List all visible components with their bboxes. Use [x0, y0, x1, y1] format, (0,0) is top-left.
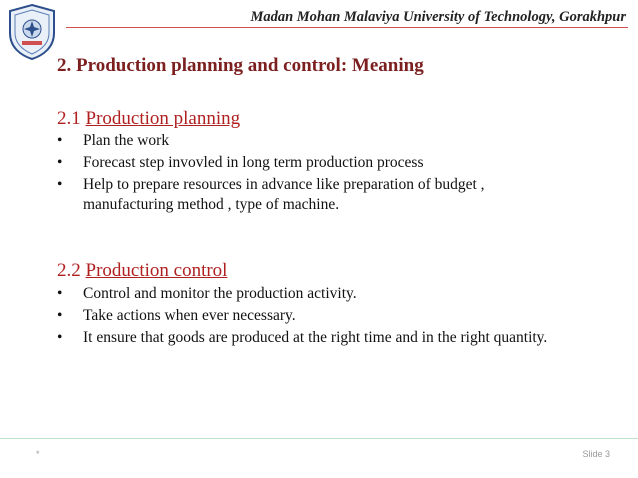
list-item: [57, 284, 577, 304]
production-planning-bullets: [57, 131, 577, 217]
production-control-bullets: [57, 284, 577, 350]
university-name: Madan Mohan Malaviya University of Technology, Gorakhpur: [250, 9, 626, 25]
slide-title: 2. Production planning and control: Meaning: [57, 55, 424, 76]
university-seal-logo: [6, 3, 58, 61]
list-item: [57, 306, 577, 326]
bullet-icon: •: [57, 176, 63, 193]
bullet-text: Forecast step invovled in long term production process: [83, 154, 424, 171]
header-divider: [66, 27, 628, 28]
bullet-icon: •: [57, 329, 63, 346]
bullet-text: Help to prepare resources in advance like preparation of budget , manufacturing method , type of machine.: [83, 176, 485, 213]
production-planning-link[interactable]: Production planning: [85, 108, 241, 129]
bullet-icon: •: [57, 307, 63, 324]
section-heading-production-control: [57, 260, 227, 282]
bullet-text: It ensure that goods are produced at the right time and in the right quantity.: [83, 329, 548, 346]
bullet-text: Control and monitor the production activity.: [83, 285, 357, 302]
bullet-text: Plan the work: [83, 132, 170, 149]
section-heading-production-planning: [57, 108, 240, 130]
list-item: [57, 328, 577, 348]
footer-divider: [0, 438, 638, 439]
section-number: 2.1: [57, 108, 86, 129]
list-item: [57, 153, 577, 173]
bullet-text: Take actions when ever necessary.: [83, 307, 296, 324]
bullet-icon: •: [57, 285, 63, 302]
bullet-icon: •: [57, 154, 63, 171]
footer-marker: *: [36, 449, 40, 459]
bullet-icon: •: [57, 132, 63, 149]
production-control-link[interactable]: Production control: [85, 260, 228, 281]
slide-number: Slide 3: [582, 449, 610, 459]
list-item: [57, 131, 577, 151]
list-item: [57, 175, 577, 215]
section-number: 2.2: [57, 260, 86, 281]
